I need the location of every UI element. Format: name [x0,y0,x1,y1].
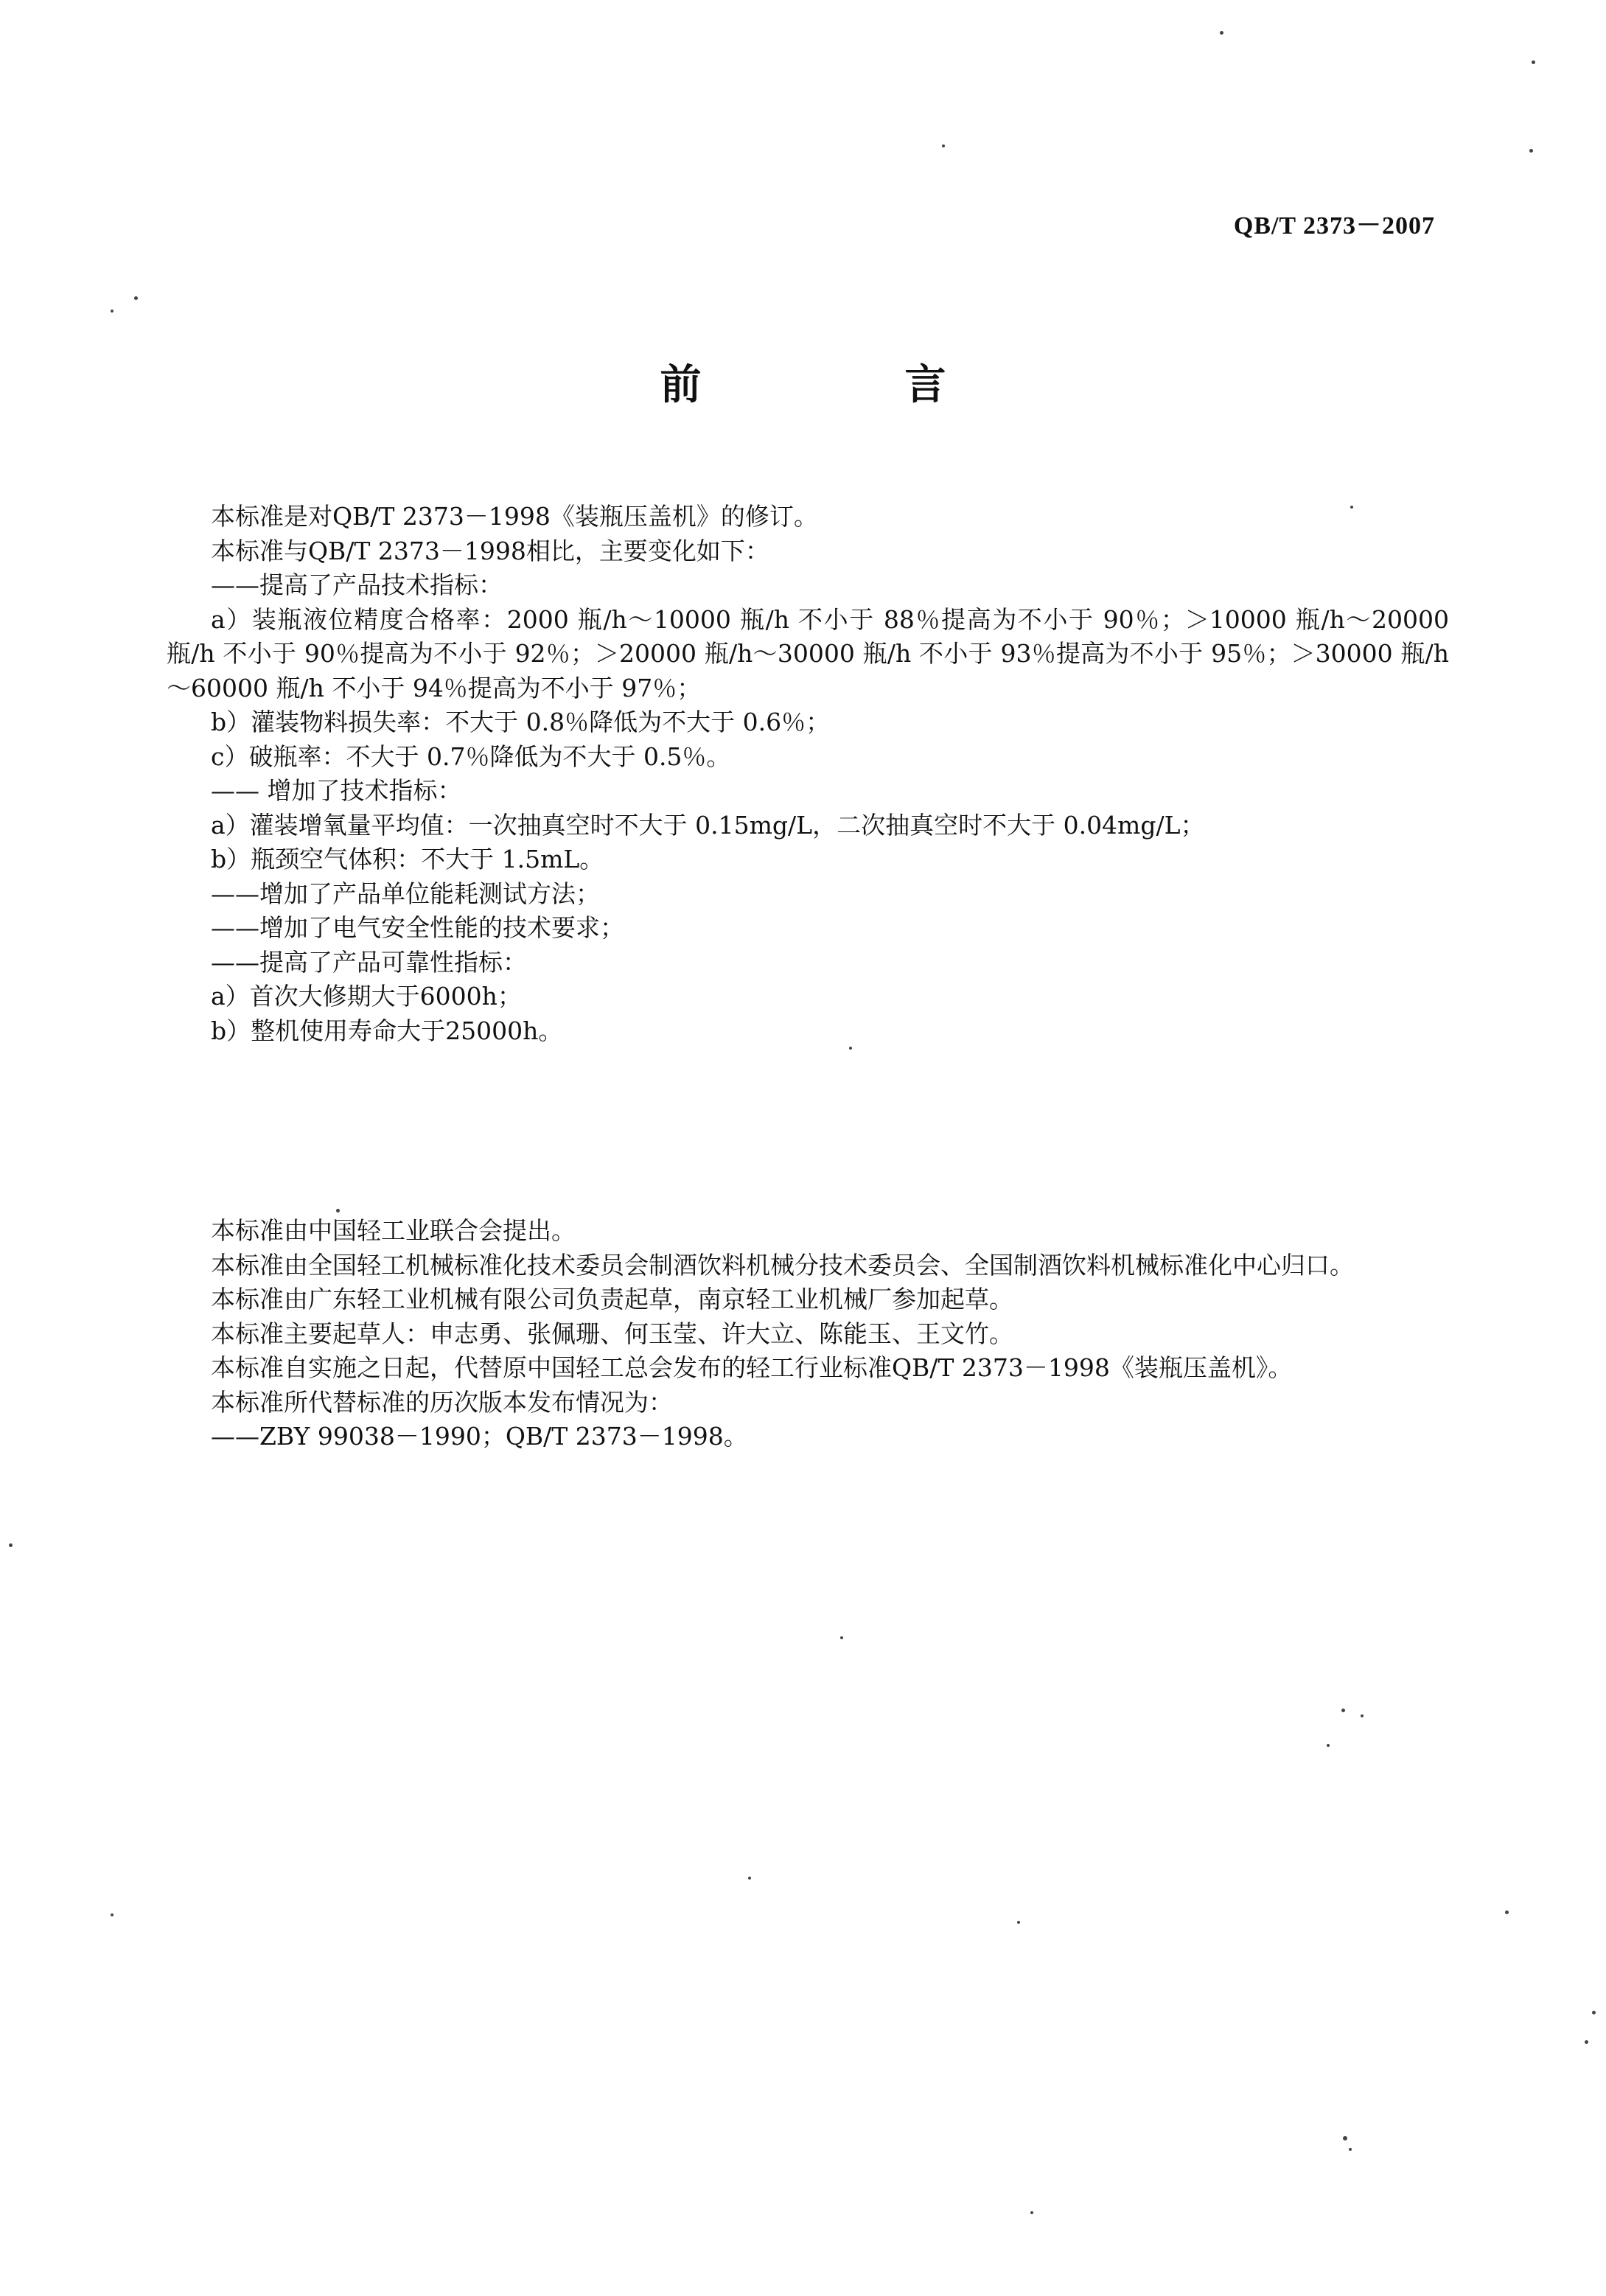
change-item-heading: —— 增加了技术指标： [211,776,462,805]
scan-speck [1350,506,1353,509]
document-number: QB/T 2373－2007 [1233,212,1435,240]
proposer-paragraph: 本标准由中国轻工业联合会提出。 [211,1216,576,1245]
change-item-heading: ——增加了产品单位能耗测试方法； [211,879,600,908]
scan-speck [1220,31,1223,35]
scan-speck [1529,149,1533,153]
drafters-paragraph: 本标准主要起草人：申志勇、张佩珊、何玉莹、许大立、陈能玉、王文竹。 [211,1319,1013,1348]
page-title: 前 言 [660,361,1027,409]
scan-speck [336,1209,340,1212]
change-item-heading: ——提高了产品可靠性指标： [211,947,527,977]
scan-speck [1585,2040,1588,2044]
history-list-item: ——ZBY 99038－1990；QB/T 2373－1998。 [211,1422,748,1451]
change-subitem: c）破瓶率：不大于 0.7％降低为不大于 0.5％。 [211,742,731,771]
scan-speck [9,1543,13,1547]
scan-speck [1349,2148,1352,2151]
change-subitem: b）整机使用寿命大于25000h。 [211,1016,563,1045]
change-subitem: a）首次大修期大于6000h； [211,982,522,1011]
scan-speck [849,1047,852,1050]
scan-speck [1592,2011,1596,2014]
history-intro-paragraph: 本标准所代替标准的历次版本发布情况为： [211,1387,673,1417]
change-subitem: b）瓶颈空气体积：不大于 1.5mL。 [211,845,604,873]
scan-speck [1532,60,1535,64]
replacement-paragraph: 本标准自实施之日起，代替原中国轻工总会发布的轻工行业标准QB/T 2373－1998《装瓶压盖机》。 [211,1353,1293,1382]
changes-intro: 本标准与QB/T 2373－1998相比，主要变化如下： [211,536,769,565]
scan-speck [1030,2211,1033,2214]
change-subitem: a）灌装增氧量平均值：一次抽真空时不大于 0.15mg/L，二次抽真空时不大于 0.04mg/L； [211,810,1205,840]
revision-intro: 本标准是对QB/T 2373－1998《装瓶压盖机》的修订。 [211,502,818,531]
scan-speck [111,310,114,313]
scan-speck [942,144,945,147]
centralized-by-paragraph: 本标准由全国轻工机械标准化技术委员会制酒饮料机械分技术委员会、全国制酒饮料机械标准化中心归口。 [211,1250,1354,1280]
revision-section [167,500,1449,1048]
scan-speck [134,296,138,300]
change-item-heading: ——增加了电气安全性能的技术要求； [211,913,624,942]
scan-speck [1505,1911,1509,1914]
change-item-heading: ——提高了产品技术指标： [211,570,503,599]
scan-speck [748,1877,751,1880]
drafting-org-paragraph: 本标准由广东轻工业机械有限公司负责起草，南京轻工业机械厂参加起草。 [211,1285,1013,1313]
scan-speck [1017,1921,1020,1924]
scan-speck [111,1913,114,1916]
scan-speck [1327,1744,1330,1747]
change-subitem: b）灌装物料损失率：不大于 0.8％降低为不大于 0.6％； [211,708,831,736]
scan-speck [1361,1714,1364,1717]
scan-speck [1341,1709,1345,1712]
scan-speck [1343,2136,1347,2140]
info-section [167,1214,1449,1454]
scan-speck [840,1636,843,1639]
change-subitem: a）装瓶液位精度合格率：2000 瓶/h～10000 瓶/h 不小于 88％提高为不小于 90％；＞10000 瓶/h～20000 瓶/h 不小于 90％提高为不小于 92％；＞20000 瓶/h～30000 瓶/h 不小于 93％提高为不小于 95％；＞30000 瓶/h～60000 瓶/h 不小于 94％提高为不小于 97％； [167,604,1449,702]
